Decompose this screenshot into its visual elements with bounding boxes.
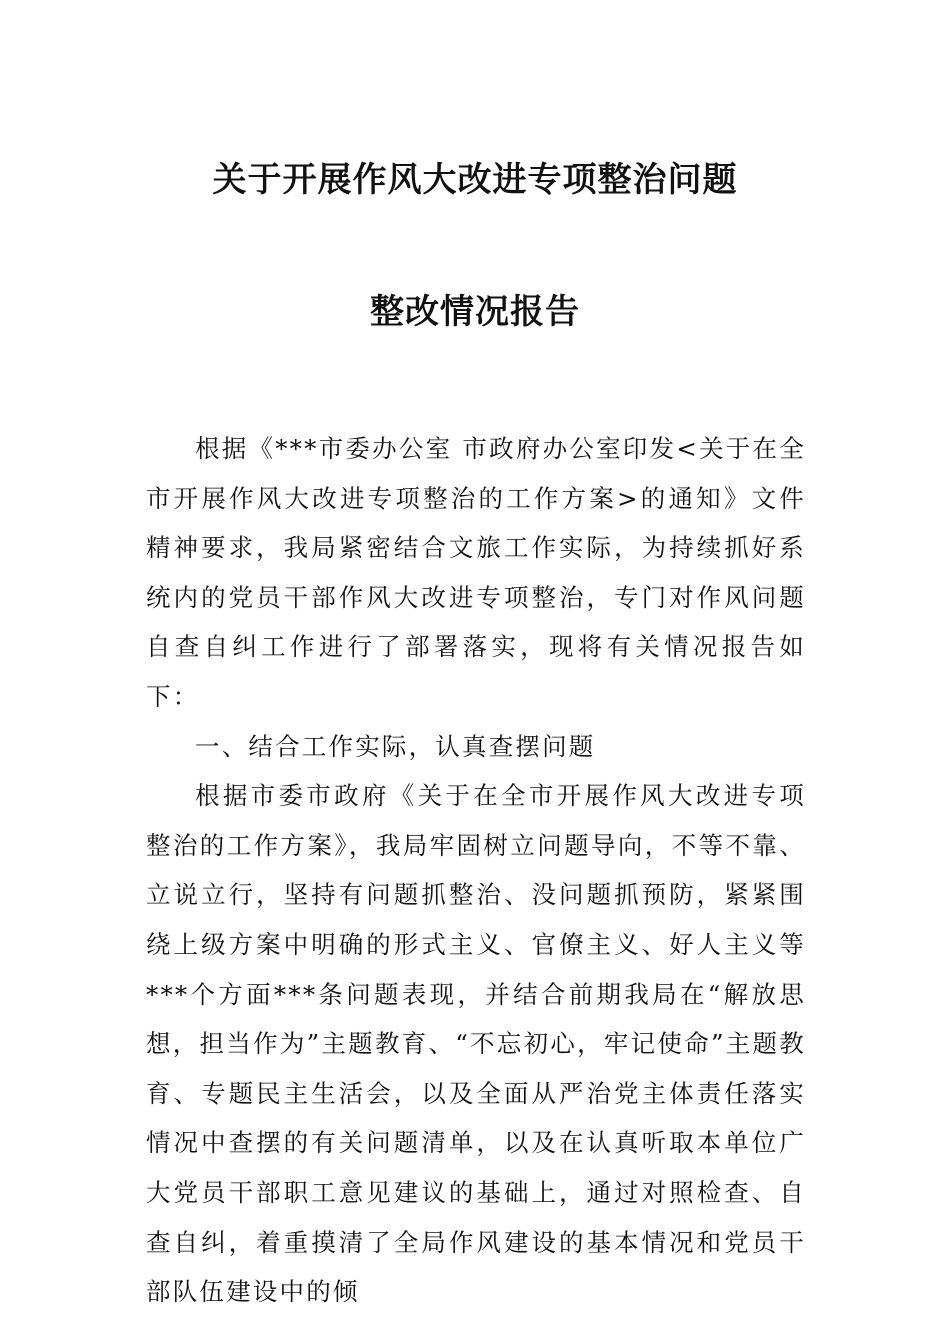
document-title-line-1: 关于开展作风大改进专项整治问题	[212, 160, 738, 200]
section-heading-1: 一、结合工作实际，认真查摆问题	[195, 731, 596, 761]
document-body	[146, 424, 806, 1317]
document-title-line-2: 整改情况报告	[370, 292, 580, 332]
paragraph-intro: 根据《***市委办公室 市政府办公室印发<关于在全市开展作风大改进专项整治的工作方案>的通知》文件精神要求，我局紧密结合文旅工作实际，为持续抓好系统内的党员干部作风大改进专项整治，专门对作风问题自查自纠工作进行了部署落实，现将有关情况报告如下：	[146, 434, 806, 711]
paragraph-section-1: 根据市委市政府《关于在全市开展作风大改进专项整治的工作方案》，我局牢固树立问题导向，不等不靠、立说立行，坚持有问题抓整治、没问题抓预防，紧紧围绕上级方案中明确的形式主义、官僚主义、好人主义等***个方面***条问题表现，并结合前期我局在“解放思想，担当作为”主题教育、“不忘初心，牢记使命”主题教育、专题民主生活会，以及全面从严治党主体责任落实情况中查摆的有关问题清单，以及在认真听取本单位广大党员干部职工意见建议的基础上，通过对照检查、自查自纠，着重摸清了全局作风建设的基本情况和党员干部队伍建设中的倾	[146, 781, 806, 1307]
